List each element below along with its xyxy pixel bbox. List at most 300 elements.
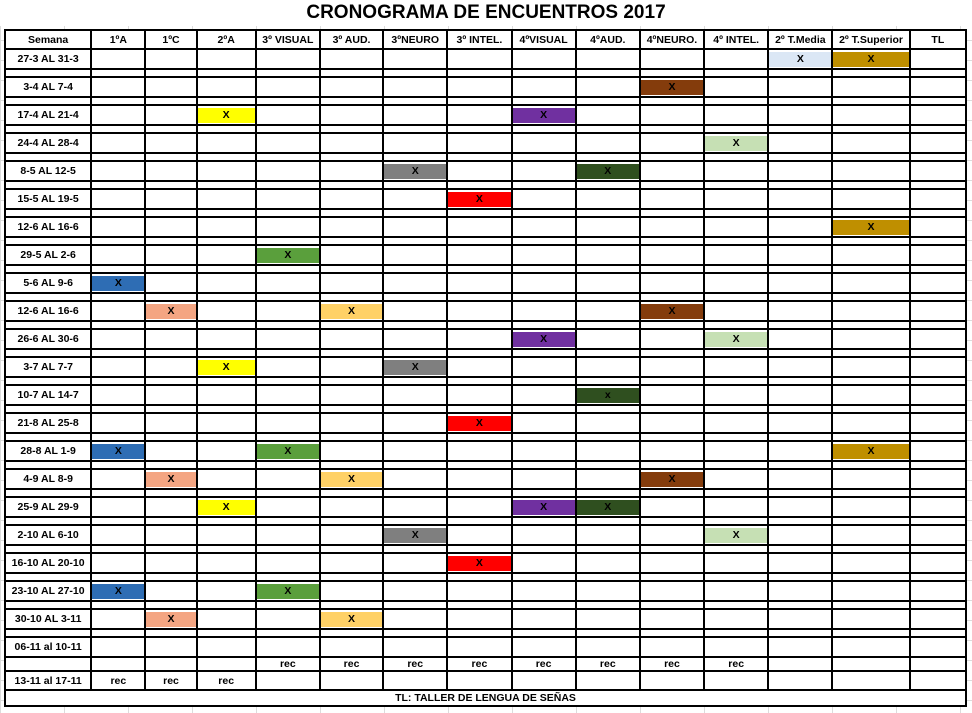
meeting-mark: X bbox=[92, 584, 144, 599]
spacer-cell bbox=[320, 209, 383, 217]
spacer-row bbox=[5, 629, 966, 637]
spacer-cell bbox=[91, 461, 145, 469]
spacer-cell bbox=[640, 97, 704, 105]
spacer-cell bbox=[640, 629, 704, 637]
empty-cell bbox=[91, 301, 145, 321]
spacer-row bbox=[5, 321, 966, 329]
rec-mark: rec bbox=[512, 657, 576, 671]
spacer-cell bbox=[5, 321, 91, 329]
spacer-cell bbox=[910, 97, 966, 105]
empty-cell bbox=[197, 385, 256, 405]
spacer-cell bbox=[145, 517, 196, 525]
empty-cell bbox=[512, 133, 576, 153]
spacer-cell bbox=[832, 517, 909, 525]
empty-cell bbox=[383, 49, 447, 69]
meeting-mark: X bbox=[321, 472, 382, 487]
empty-cell bbox=[145, 385, 196, 405]
spacer-cell bbox=[447, 69, 511, 77]
spacer-cell bbox=[256, 517, 320, 525]
schedule-cell bbox=[512, 497, 576, 517]
empty-cell bbox=[910, 671, 966, 690]
empty-cell bbox=[197, 217, 256, 237]
spacer-cell bbox=[640, 601, 704, 609]
week-row bbox=[5, 581, 966, 601]
schedule-cell bbox=[576, 161, 640, 181]
spacer-cell bbox=[197, 237, 256, 245]
meeting-mark: X bbox=[833, 444, 908, 459]
spacer-cell bbox=[145, 181, 196, 189]
spacer-cell bbox=[768, 573, 832, 581]
empty-cell bbox=[768, 497, 832, 517]
spacer-cell bbox=[383, 489, 447, 497]
meeting-mark: X bbox=[257, 584, 319, 599]
spacer-cell bbox=[512, 629, 576, 637]
spacer-cell bbox=[256, 545, 320, 553]
spacer-cell bbox=[91, 433, 145, 441]
spacer-cell bbox=[197, 181, 256, 189]
spacer-row bbox=[5, 209, 966, 217]
spacer-cell bbox=[768, 433, 832, 441]
spacer-cell bbox=[910, 125, 966, 133]
spacer-cell bbox=[320, 629, 383, 637]
spacer-cell bbox=[512, 321, 576, 329]
spacer-row bbox=[5, 349, 966, 357]
week-label: 5-6 AL 9-6 bbox=[5, 273, 91, 293]
spacer-cell bbox=[5, 433, 91, 441]
spacer-cell bbox=[383, 517, 447, 525]
empty-cell bbox=[320, 105, 383, 125]
empty-cell bbox=[768, 657, 832, 671]
meeting-mark: X bbox=[146, 304, 195, 319]
spacer-cell bbox=[197, 545, 256, 553]
spacer-cell bbox=[145, 601, 196, 609]
meeting-mark: X bbox=[198, 108, 255, 123]
empty-cell bbox=[256, 553, 320, 573]
empty-cell bbox=[447, 469, 511, 489]
spacer-cell bbox=[640, 461, 704, 469]
empty-cell bbox=[447, 609, 511, 629]
empty-cell bbox=[512, 301, 576, 321]
empty-cell bbox=[197, 657, 256, 671]
empty-cell bbox=[640, 161, 704, 181]
spacer-cell bbox=[910, 461, 966, 469]
week-row bbox=[5, 385, 966, 405]
empty-cell bbox=[383, 273, 447, 293]
empty-cell bbox=[320, 49, 383, 69]
spacer-cell bbox=[512, 153, 576, 161]
spacer-cell bbox=[320, 293, 383, 301]
empty-cell bbox=[704, 609, 768, 629]
spacer-cell bbox=[5, 573, 91, 581]
empty-cell bbox=[768, 161, 832, 181]
empty-cell bbox=[832, 553, 909, 573]
meeting-mark: X bbox=[705, 136, 767, 151]
empty-cell bbox=[832, 609, 909, 629]
spacer-cell bbox=[256, 209, 320, 217]
empty-cell bbox=[197, 413, 256, 433]
spacer-row bbox=[5, 545, 966, 553]
column-header: 3º VISUAL bbox=[256, 30, 320, 49]
spacer-cell bbox=[512, 489, 576, 497]
spacer-cell bbox=[576, 321, 640, 329]
spacer-cell bbox=[512, 545, 576, 553]
empty-cell bbox=[768, 671, 832, 690]
schedule-cell bbox=[256, 581, 320, 601]
week-row bbox=[5, 245, 966, 265]
spacer-cell bbox=[768, 209, 832, 217]
spacer-cell bbox=[640, 433, 704, 441]
empty-cell bbox=[256, 189, 320, 209]
spacer-cell bbox=[910, 545, 966, 553]
empty-cell bbox=[91, 105, 145, 125]
spacer-cell bbox=[832, 97, 909, 105]
empty-cell bbox=[320, 581, 383, 601]
empty-cell bbox=[768, 441, 832, 461]
empty-cell bbox=[320, 553, 383, 573]
spacer-cell bbox=[447, 237, 511, 245]
spacer-cell bbox=[768, 377, 832, 385]
meeting-mark: X bbox=[198, 360, 255, 375]
schedule-cell bbox=[145, 469, 196, 489]
rec-mark: rec bbox=[576, 657, 640, 671]
empty-cell bbox=[512, 245, 576, 265]
spacer-cell bbox=[704, 293, 768, 301]
empty-cell bbox=[197, 273, 256, 293]
sheet-title: CRONOGRAMA DE ENCUENTROS 2017 bbox=[0, 0, 972, 26]
spacer-cell bbox=[256, 601, 320, 609]
spacer-row bbox=[5, 461, 966, 469]
spacer-cell bbox=[91, 629, 145, 637]
rec-mark: rec bbox=[91, 671, 145, 690]
spacer-cell bbox=[145, 69, 196, 77]
spacer-cell bbox=[91, 237, 145, 245]
spacer-cell bbox=[768, 237, 832, 245]
empty-cell bbox=[447, 245, 511, 265]
spacer-cell bbox=[447, 125, 511, 133]
spacer-cell bbox=[5, 293, 91, 301]
spacer-cell bbox=[5, 237, 91, 245]
empty-cell bbox=[640, 105, 704, 125]
empty-cell bbox=[383, 497, 447, 517]
spacer-cell bbox=[704, 69, 768, 77]
empty-cell bbox=[383, 441, 447, 461]
spacer-cell bbox=[91, 125, 145, 133]
empty-cell bbox=[320, 161, 383, 181]
column-header: 2º T.Superior bbox=[832, 30, 909, 49]
empty-cell bbox=[640, 217, 704, 237]
spacer-cell bbox=[576, 69, 640, 77]
spacer-cell bbox=[383, 237, 447, 245]
schedule-cell bbox=[320, 609, 383, 629]
spacer-cell bbox=[256, 489, 320, 497]
empty-cell bbox=[145, 189, 196, 209]
meeting-mark: X bbox=[577, 500, 639, 515]
meeting-mark: X bbox=[448, 416, 510, 431]
week-row bbox=[5, 217, 966, 237]
empty-cell bbox=[768, 413, 832, 433]
empty-cell bbox=[704, 77, 768, 97]
week-row bbox=[5, 497, 966, 517]
spacer-row bbox=[5, 97, 966, 105]
empty-cell bbox=[910, 609, 966, 629]
empty-cell bbox=[832, 413, 909, 433]
spacer-cell bbox=[832, 237, 909, 245]
spacer-cell bbox=[832, 377, 909, 385]
empty-cell bbox=[383, 553, 447, 573]
spacer-cell bbox=[447, 265, 511, 273]
spacer-cell bbox=[512, 573, 576, 581]
empty-cell bbox=[910, 441, 966, 461]
empty-cell bbox=[145, 105, 196, 125]
empty-cell bbox=[383, 189, 447, 209]
spacer-cell bbox=[768, 321, 832, 329]
spacer-cell bbox=[383, 321, 447, 329]
empty-cell bbox=[704, 49, 768, 69]
spacer-cell bbox=[91, 517, 145, 525]
empty-cell bbox=[768, 77, 832, 97]
spacer-cell bbox=[320, 405, 383, 413]
spacer-cell bbox=[512, 125, 576, 133]
week-row bbox=[5, 49, 966, 69]
schedule-table bbox=[4, 29, 967, 707]
spacer-cell bbox=[910, 153, 966, 161]
spacer-cell bbox=[145, 209, 196, 217]
empty-cell bbox=[256, 525, 320, 545]
empty-cell bbox=[256, 469, 320, 489]
spacer-cell bbox=[512, 69, 576, 77]
spacer-cell bbox=[640, 69, 704, 77]
empty-cell bbox=[768, 133, 832, 153]
empty-cell bbox=[197, 553, 256, 573]
empty-cell bbox=[640, 497, 704, 517]
empty-cell bbox=[640, 245, 704, 265]
spacer-cell bbox=[447, 153, 511, 161]
empty-cell bbox=[320, 357, 383, 377]
empty-cell bbox=[197, 525, 256, 545]
empty-cell bbox=[640, 413, 704, 433]
empty-cell bbox=[512, 77, 576, 97]
spacer-cell bbox=[447, 405, 511, 413]
footer-row bbox=[5, 690, 966, 706]
empty-cell bbox=[640, 671, 704, 690]
empty-cell bbox=[145, 357, 196, 377]
spacer-cell bbox=[383, 181, 447, 189]
spacer-cell bbox=[383, 349, 447, 357]
spacer-cell bbox=[832, 629, 909, 637]
empty-cell bbox=[910, 105, 966, 125]
footer-note: TL: TALLER DE LENGUA DE SEÑAS bbox=[5, 690, 966, 706]
empty-cell bbox=[576, 469, 640, 489]
empty-cell bbox=[704, 385, 768, 405]
empty-cell bbox=[768, 273, 832, 293]
empty-cell bbox=[704, 245, 768, 265]
spacer-cell bbox=[197, 125, 256, 133]
week-label: 24-4 AL 28-4 bbox=[5, 133, 91, 153]
spacer-cell bbox=[197, 461, 256, 469]
schedule-cell bbox=[256, 441, 320, 461]
spacer-cell bbox=[197, 573, 256, 581]
empty-cell bbox=[768, 357, 832, 377]
spacer-cell bbox=[910, 209, 966, 217]
spacer-cell bbox=[832, 461, 909, 469]
empty-cell bbox=[832, 133, 909, 153]
week-label: 25-9 AL 29-9 bbox=[5, 497, 91, 517]
empty-cell bbox=[910, 581, 966, 601]
spacer-cell bbox=[145, 97, 196, 105]
empty-cell bbox=[91, 553, 145, 573]
empty-cell bbox=[91, 413, 145, 433]
empty-cell bbox=[145, 413, 196, 433]
spacer-cell bbox=[910, 265, 966, 273]
spacer-cell bbox=[91, 545, 145, 553]
empty-cell bbox=[576, 525, 640, 545]
spacer-cell bbox=[447, 293, 511, 301]
spacer-cell bbox=[832, 153, 909, 161]
empty-cell bbox=[704, 217, 768, 237]
meeting-mark: X bbox=[146, 612, 195, 627]
spacer-cell bbox=[768, 461, 832, 469]
week-label: 2-10 AL 6-10 bbox=[5, 525, 91, 545]
spacer-cell bbox=[768, 489, 832, 497]
empty-cell bbox=[832, 245, 909, 265]
spacer-cell bbox=[576, 517, 640, 525]
week-row bbox=[5, 329, 966, 349]
spacer-cell bbox=[576, 97, 640, 105]
empty-cell bbox=[447, 273, 511, 293]
empty-cell bbox=[768, 217, 832, 237]
spacer-cell bbox=[145, 293, 196, 301]
spacer-cell bbox=[768, 181, 832, 189]
empty-cell bbox=[768, 301, 832, 321]
spacer-cell bbox=[832, 489, 909, 497]
empty-cell bbox=[512, 581, 576, 601]
spacer-cell bbox=[768, 125, 832, 133]
empty-cell bbox=[576, 77, 640, 97]
spacer-cell bbox=[5, 601, 91, 609]
empty-cell bbox=[910, 657, 966, 671]
empty-cell bbox=[704, 413, 768, 433]
spacer-cell bbox=[576, 349, 640, 357]
spacer-cell bbox=[576, 573, 640, 581]
empty-cell bbox=[640, 385, 704, 405]
week-row bbox=[5, 273, 966, 293]
empty-cell bbox=[383, 77, 447, 97]
schedule-cell bbox=[256, 245, 320, 265]
spacer-cell bbox=[512, 209, 576, 217]
empty-cell bbox=[704, 671, 768, 690]
spacer-cell bbox=[910, 321, 966, 329]
spacer-cell bbox=[197, 265, 256, 273]
spacer-cell bbox=[320, 601, 383, 609]
empty-cell bbox=[576, 609, 640, 629]
spacer-cell bbox=[576, 489, 640, 497]
empty-cell bbox=[832, 525, 909, 545]
empty-cell bbox=[640, 273, 704, 293]
schedule-cell bbox=[832, 441, 909, 461]
spacer-cell bbox=[256, 125, 320, 133]
week-row bbox=[5, 105, 966, 125]
spacer-cell bbox=[832, 433, 909, 441]
spacer-cell bbox=[704, 377, 768, 385]
empty-cell bbox=[383, 245, 447, 265]
spacer-cell bbox=[91, 573, 145, 581]
schedule-cell bbox=[197, 357, 256, 377]
meeting-mark: X bbox=[513, 108, 575, 123]
spacer-cell bbox=[145, 405, 196, 413]
column-header: 4º INTEL. bbox=[704, 30, 768, 49]
schedule-cell bbox=[91, 441, 145, 461]
spacer-cell bbox=[320, 181, 383, 189]
empty-cell bbox=[256, 497, 320, 517]
spacer-row bbox=[5, 405, 966, 413]
empty-cell bbox=[256, 77, 320, 97]
empty-cell bbox=[640, 609, 704, 629]
empty-cell bbox=[512, 385, 576, 405]
spacer-cell bbox=[640, 153, 704, 161]
empty-cell bbox=[145, 77, 196, 97]
spacer-cell bbox=[383, 69, 447, 77]
column-header: Semana bbox=[5, 30, 91, 49]
week-row bbox=[5, 77, 966, 97]
empty-cell bbox=[512, 189, 576, 209]
spacer-cell bbox=[640, 545, 704, 553]
week-row bbox=[5, 657, 966, 671]
spacer-cell bbox=[91, 349, 145, 357]
empty-cell bbox=[256, 49, 320, 69]
spacer-cell bbox=[640, 573, 704, 581]
empty-cell bbox=[383, 469, 447, 489]
empty-cell bbox=[447, 77, 511, 97]
column-header: 3º AUD. bbox=[320, 30, 383, 49]
empty-cell bbox=[640, 525, 704, 545]
spacer-cell bbox=[832, 69, 909, 77]
empty-cell bbox=[910, 329, 966, 349]
week-label: 8-5 AL 12-5 bbox=[5, 161, 91, 181]
week-row bbox=[5, 553, 966, 573]
empty-cell bbox=[145, 273, 196, 293]
empty-cell bbox=[383, 637, 447, 657]
empty-cell bbox=[320, 525, 383, 545]
spacer-cell bbox=[320, 69, 383, 77]
column-header: 1ºA bbox=[91, 30, 145, 49]
empty-cell bbox=[832, 497, 909, 517]
empty-cell bbox=[512, 609, 576, 629]
empty-cell bbox=[512, 357, 576, 377]
empty-cell bbox=[640, 357, 704, 377]
empty-cell bbox=[832, 161, 909, 181]
week-label: 26-6 AL 30-6 bbox=[5, 329, 91, 349]
empty-cell bbox=[91, 385, 145, 405]
meeting-mark: X bbox=[769, 52, 831, 67]
spacer-cell bbox=[704, 629, 768, 637]
spacer-cell bbox=[576, 629, 640, 637]
spacer-cell bbox=[576, 461, 640, 469]
spacer-cell bbox=[768, 293, 832, 301]
spacer-cell bbox=[145, 573, 196, 581]
empty-cell bbox=[145, 217, 196, 237]
week-label: 21-8 AL 25-8 bbox=[5, 413, 91, 433]
empty-cell bbox=[256, 273, 320, 293]
spacer-cell bbox=[512, 405, 576, 413]
empty-cell bbox=[704, 469, 768, 489]
spacer-cell bbox=[91, 321, 145, 329]
spacer-cell bbox=[704, 573, 768, 581]
spacer-cell bbox=[320, 265, 383, 273]
empty-cell bbox=[512, 441, 576, 461]
spacer-cell bbox=[768, 545, 832, 553]
empty-cell bbox=[910, 161, 966, 181]
spacer-cell bbox=[640, 489, 704, 497]
